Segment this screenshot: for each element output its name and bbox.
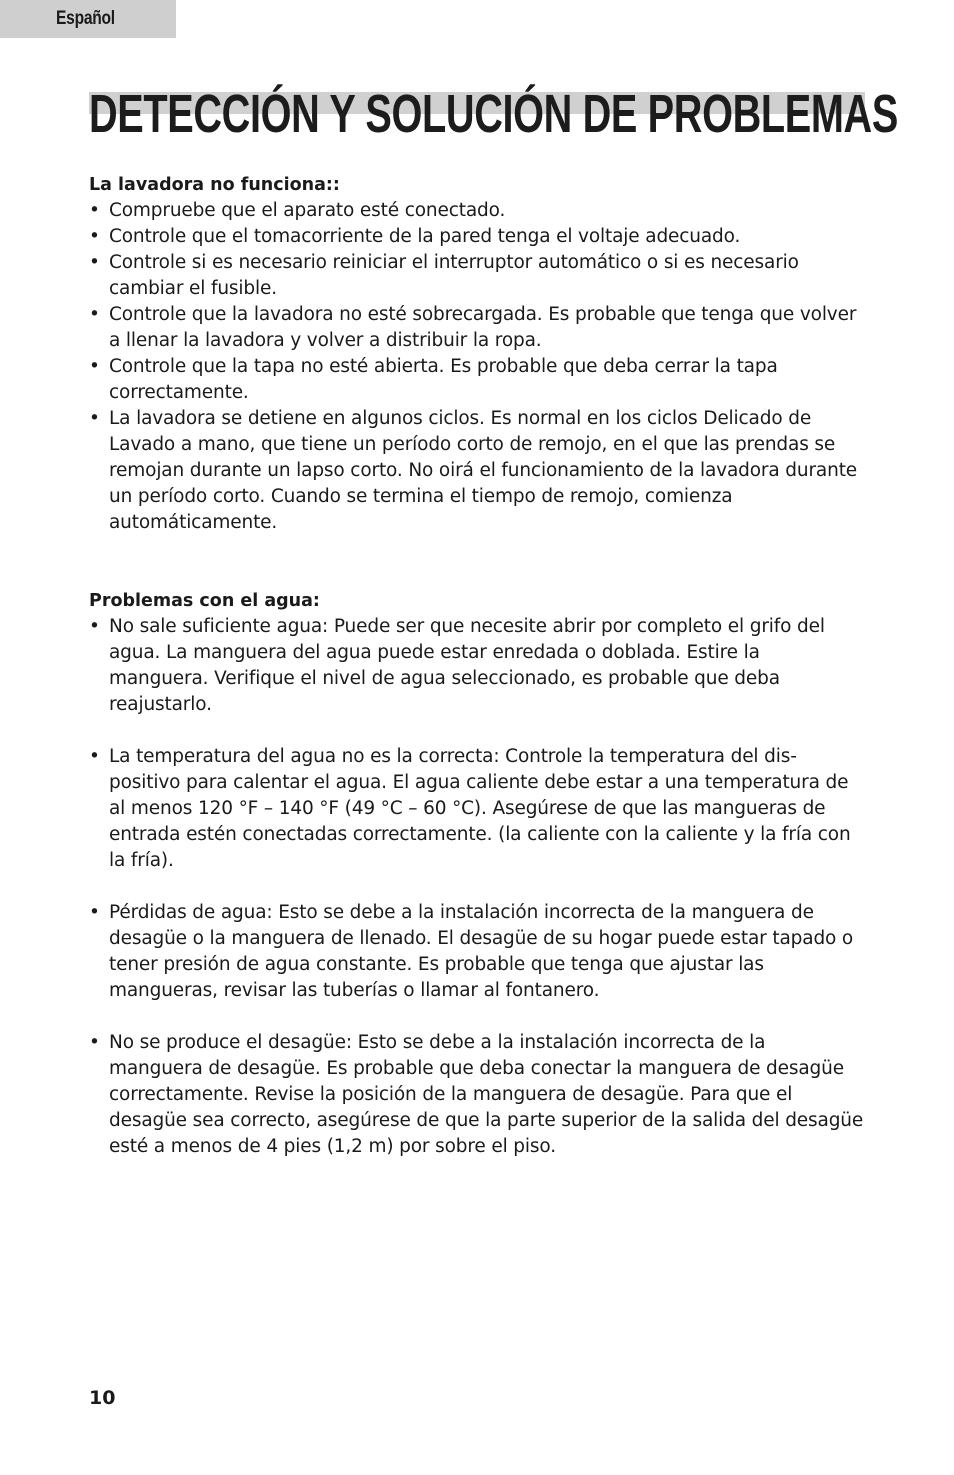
list-item-text: La temperatura del agua no es la correcta: Controle la temperatura del dis-positivo para calentar el agua. El agua caliente debe estar a una temperatura de al menos 120 °F – 140 °F (49 °C – 60 °C). Asegúrese de que las mangueras de entrada estén conectadas correctamente. (la caliente con la caliente y la fría con la fría). <box>109 746 851 871</box>
section-heading: Problemas con el agua: <box>89 591 320 611</box>
section-water-problems <box>89 588 864 1160</box>
list-item-text: Pérdidas de agua: Esto se debe a la instalación incorrecta de la manguera de desagüe o la manguera de llenado. El desagüe de su hogar puede estar tapado o tener presión de agua constante. Es probable que tenga que ajustar las mangueras, revisar las tuberías o llamar al fontanero. <box>109 902 854 1001</box>
list-item-text: La lavadora se detiene en algunos ciclos. Es normal en los ciclos Delicado de Lavado a mano, que tiene un período corto de remojo, en el que las prendas se remojan durante un lapso corto. No oirá el funcionamiento de la lavadora durante un período corto. Cuando se termina el tiempo de remojo, comienza automáticamente. <box>109 408 858 533</box>
bullet-icon: • <box>89 616 100 637</box>
list-item <box>89 250 864 302</box>
language-tab <box>0 0 176 38</box>
page-title: DETECCIÓN Y SOLUCIÓN DE PROBLEMAS <box>89 84 898 144</box>
list-item-text: Compruebe que el aparato esté conectado. <box>109 200 506 221</box>
list-item <box>89 198 864 224</box>
bullet-icon: • <box>89 1032 100 1053</box>
list-item <box>89 224 864 250</box>
page-content <box>89 172 864 1160</box>
list-item <box>89 744 864 874</box>
section-washer-not-working <box>89 172 864 536</box>
bullet-icon: • <box>89 226 100 247</box>
language-tab-label: Español <box>56 8 115 29</box>
page-number: 10 <box>89 1387 116 1409</box>
bullet-icon: • <box>89 902 100 923</box>
list-item-text: Controle si es necesario reiniciar el interruptor automático o si es necesario cambiar el fusible. <box>109 252 799 299</box>
list-item <box>89 900 864 1004</box>
bullet-icon: • <box>89 746 100 767</box>
bullet-icon: • <box>89 356 100 377</box>
list-item-text: No se produce el desagüe: Esto se debe a la instalación incorrecta de la manguera de desagüe. Es probable que deba conectar la manguera de desagüe correctamente. Revise la posición de la manguera de desagüe. Para que el desagüe sea correcto, asegúrese de que la parte superior de la salida del desagüe esté a menos de 4 pies (1,2 m) por sobre el piso. <box>109 1032 864 1157</box>
list-item <box>89 406 864 536</box>
list-item <box>89 302 864 354</box>
bullet-icon: • <box>89 200 100 221</box>
bullet-icon: • <box>89 252 100 273</box>
section-heading: La lavadora no funciona:: <box>89 175 340 195</box>
bullet-icon: • <box>89 408 100 429</box>
list-item-text: Controle que la tapa no esté abierta. Es probable que deba cerrar la tapa correctamente. <box>109 356 778 403</box>
list-item <box>89 614 864 718</box>
list-item-text: Controle que el tomacorriente de la pared tenga el voltaje adecuado. <box>109 226 741 247</box>
bullet-icon: • <box>89 304 100 325</box>
list-item <box>89 354 864 406</box>
bullet-list <box>89 198 864 536</box>
bullet-list <box>89 614 864 1160</box>
list-item <box>89 1030 864 1160</box>
list-item-text: No sale suficiente agua: Puede ser que necesite abrir por completo el grifo del agua. La manguera del agua puede estar enredada o doblada. Estire la manguera. Verifique el nivel de agua seleccionado, es probable que deba reajustarlo. <box>109 616 825 715</box>
list-item-text: Controle que la lavadora no esté sobrecargada. Es probable que tenga que volver a llenar la lavadora y volver a distribuir la ropa. <box>109 304 857 351</box>
